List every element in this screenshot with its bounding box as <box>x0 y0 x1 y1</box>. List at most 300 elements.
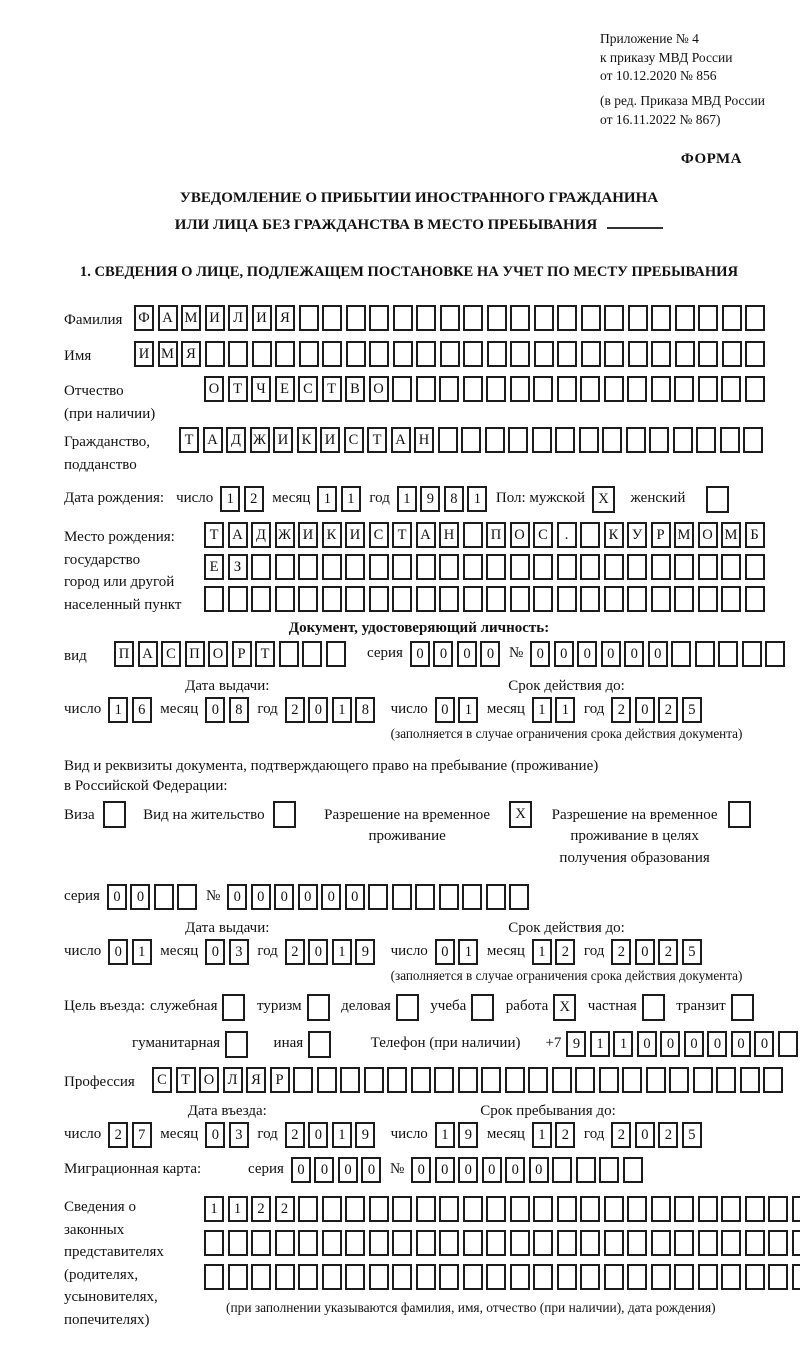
char-cell[interactable] <box>440 341 460 367</box>
char-cell[interactable] <box>745 1196 765 1222</box>
char-cell[interactable]: Н <box>414 427 434 453</box>
char-cell[interactable]: 0 <box>227 884 247 910</box>
char-cell[interactable] <box>486 1264 506 1290</box>
char-cell[interactable] <box>345 1230 365 1256</box>
char-cell[interactable] <box>604 1230 624 1256</box>
char-cell[interactable] <box>317 1067 337 1093</box>
char-cell[interactable] <box>228 341 248 367</box>
char-cell[interactable] <box>604 341 624 367</box>
char-cell[interactable] <box>392 1196 412 1222</box>
char-cell[interactable] <box>369 1196 389 1222</box>
char-cell[interactable] <box>392 376 412 402</box>
char-cell[interactable]: Я <box>275 305 295 331</box>
char-cell[interactable] <box>486 1230 506 1256</box>
char-cell[interactable] <box>651 1264 671 1290</box>
char-cell[interactable] <box>508 427 528 453</box>
char-cell[interactable]: А <box>416 522 436 548</box>
char-cell[interactable]: Я <box>246 1067 266 1093</box>
char-cell[interactable]: 5 <box>682 1122 702 1148</box>
char-cell[interactable]: 8 <box>444 486 464 512</box>
char-cell[interactable] <box>533 1196 553 1222</box>
char-cell[interactable] <box>322 305 342 331</box>
char-cell[interactable]: 3 <box>229 939 249 965</box>
char-cell[interactable]: И <box>320 427 340 453</box>
char-cell[interactable] <box>604 376 624 402</box>
char-cell[interactable]: 2 <box>285 939 305 965</box>
char-cell[interactable]: Л <box>228 305 248 331</box>
char-cell[interactable]: 0 <box>298 884 318 910</box>
char-cell[interactable]: 1 <box>555 697 575 723</box>
char-cell[interactable]: 1 <box>108 697 128 723</box>
char-cell[interactable] <box>463 341 483 367</box>
char-cell[interactable] <box>392 884 412 910</box>
char-cell[interactable] <box>533 586 553 612</box>
char-cell[interactable] <box>580 1264 600 1290</box>
char-cell[interactable]: Т <box>204 522 224 548</box>
char-cell[interactable] <box>416 1196 436 1222</box>
char-cell[interactable]: Ф <box>134 305 154 331</box>
char-cell[interactable]: Н <box>439 522 459 548</box>
char-cell[interactable] <box>580 376 600 402</box>
char-cell[interactable]: Т <box>392 522 412 548</box>
char-cell[interactable] <box>768 1196 788 1222</box>
char-cell[interactable]: 0 <box>205 1122 225 1148</box>
char-cell[interactable] <box>251 554 271 580</box>
char-cell[interactable]: О <box>369 376 389 402</box>
char-cell[interactable]: 1 <box>204 1196 224 1222</box>
char-cell[interactable] <box>505 1067 525 1093</box>
char-cell[interactable]: 6 <box>132 697 152 723</box>
char-cell[interactable] <box>275 554 295 580</box>
char-cell[interactable] <box>675 341 695 367</box>
char-cell[interactable]: Ч <box>251 376 271 402</box>
char-cell[interactable] <box>322 1230 342 1256</box>
char-cell[interactable] <box>485 427 505 453</box>
char-cell[interactable] <box>438 427 458 453</box>
char-cell[interactable] <box>721 1230 741 1256</box>
char-cell[interactable] <box>721 586 741 612</box>
char-cell[interactable] <box>345 1264 365 1290</box>
char-cell[interactable]: И <box>252 305 272 331</box>
char-cell[interactable] <box>510 305 530 331</box>
char-cell[interactable]: 0 <box>361 1157 381 1183</box>
char-cell[interactable]: 2 <box>275 1196 295 1222</box>
char-cell[interactable]: 1 <box>220 486 240 512</box>
char-cell[interactable] <box>604 305 624 331</box>
char-cell[interactable]: Т <box>228 376 248 402</box>
char-cell[interactable] <box>602 427 622 453</box>
char-cell[interactable] <box>275 341 295 367</box>
char-cell[interactable] <box>392 1230 412 1256</box>
char-cell[interactable] <box>279 641 299 667</box>
char-cell[interactable] <box>728 801 751 828</box>
char-cell[interactable] <box>251 586 271 612</box>
char-cell[interactable] <box>369 1264 389 1290</box>
char-cell[interactable]: 1 <box>228 1196 248 1222</box>
char-cell[interactable]: Т <box>255 641 275 667</box>
char-cell[interactable]: 2 <box>658 939 678 965</box>
char-cell[interactable]: 0 <box>707 1031 727 1057</box>
char-cell[interactable]: Е <box>204 554 224 580</box>
char-cell[interactable] <box>346 341 366 367</box>
char-cell[interactable]: 1 <box>317 486 337 512</box>
char-cell[interactable] <box>792 1230 800 1256</box>
char-cell[interactable] <box>439 1264 459 1290</box>
char-cell[interactable] <box>576 1157 596 1183</box>
char-cell[interactable] <box>434 1067 454 1093</box>
char-cell[interactable] <box>693 1067 713 1093</box>
char-cell[interactable]: Р <box>270 1067 290 1093</box>
char-cell[interactable]: 2 <box>244 486 264 512</box>
char-cell[interactable] <box>674 1264 694 1290</box>
char-cell[interactable]: 8 <box>229 697 249 723</box>
char-cell[interactable] <box>557 554 577 580</box>
char-cell[interactable] <box>345 554 365 580</box>
char-cell[interactable] <box>251 1230 271 1256</box>
char-cell[interactable] <box>740 1067 760 1093</box>
char-cell[interactable]: 0 <box>321 884 341 910</box>
char-cell[interactable] <box>675 305 695 331</box>
char-cell[interactable] <box>439 586 459 612</box>
char-cell[interactable] <box>204 1230 224 1256</box>
char-cell[interactable] <box>604 1196 624 1222</box>
char-cell[interactable] <box>416 1264 436 1290</box>
char-cell[interactable] <box>416 341 436 367</box>
char-cell[interactable] <box>604 554 624 580</box>
char-cell[interactable] <box>745 1264 765 1290</box>
char-cell[interactable]: 2 <box>251 1196 271 1222</box>
char-cell[interactable] <box>581 305 601 331</box>
char-cell[interactable] <box>651 1196 671 1222</box>
char-cell[interactable]: 9 <box>458 1122 478 1148</box>
char-cell[interactable] <box>392 554 412 580</box>
char-cell[interactable] <box>486 376 506 402</box>
char-cell[interactable] <box>674 586 694 612</box>
char-cell[interactable]: 1 <box>341 486 361 512</box>
char-cell[interactable] <box>698 305 718 331</box>
char-cell[interactable] <box>471 994 494 1021</box>
char-cell[interactable]: 1 <box>397 486 417 512</box>
char-cell[interactable] <box>580 522 600 548</box>
char-cell[interactable]: 0 <box>480 641 500 667</box>
char-cell[interactable] <box>510 376 530 402</box>
char-cell[interactable]: М <box>721 522 741 548</box>
char-cell[interactable] <box>298 586 318 612</box>
char-cell[interactable] <box>581 341 601 367</box>
char-cell[interactable] <box>674 376 694 402</box>
char-cell[interactable] <box>345 1196 365 1222</box>
char-cell[interactable] <box>627 1196 647 1222</box>
char-cell[interactable] <box>439 554 459 580</box>
char-cell[interactable] <box>651 586 671 612</box>
char-cell[interactable]: 9 <box>355 1122 375 1148</box>
char-cell[interactable] <box>651 1230 671 1256</box>
char-cell[interactable]: Ж <box>275 522 295 548</box>
char-cell[interactable] <box>369 341 389 367</box>
char-cell[interactable] <box>463 305 483 331</box>
char-cell[interactable]: Я <box>181 341 201 367</box>
char-cell[interactable]: 2 <box>611 697 631 723</box>
char-cell[interactable]: 0 <box>338 1157 358 1183</box>
char-cell[interactable]: Д <box>251 522 271 548</box>
char-cell[interactable] <box>299 341 319 367</box>
char-cell[interactable] <box>345 586 365 612</box>
char-cell[interactable] <box>580 586 600 612</box>
char-cell[interactable] <box>487 305 507 331</box>
char-cell[interactable]: А <box>158 305 178 331</box>
char-cell[interactable]: X <box>553 994 576 1021</box>
char-cell[interactable] <box>486 884 506 910</box>
char-cell[interactable] <box>671 641 691 667</box>
char-cell[interactable] <box>463 522 483 548</box>
char-cell[interactable] <box>308 1031 331 1058</box>
char-cell[interactable] <box>533 1264 553 1290</box>
char-cell[interactable] <box>651 554 671 580</box>
char-cell[interactable] <box>557 586 577 612</box>
char-cell[interactable] <box>721 554 741 580</box>
char-cell[interactable]: 9 <box>355 939 375 965</box>
char-cell[interactable]: 1 <box>458 939 478 965</box>
char-cell[interactable] <box>698 376 718 402</box>
char-cell[interactable]: 0 <box>458 1157 478 1183</box>
char-cell[interactable] <box>369 586 389 612</box>
char-cell[interactable]: 0 <box>130 884 150 910</box>
char-cell[interactable] <box>745 554 765 580</box>
char-cell[interactable]: 1 <box>332 1122 352 1148</box>
char-cell[interactable] <box>533 376 553 402</box>
char-cell[interactable]: 0 <box>731 1031 751 1057</box>
char-cell[interactable] <box>646 1067 666 1093</box>
char-cell[interactable] <box>487 341 507 367</box>
char-cell[interactable]: 1 <box>332 697 352 723</box>
char-cell[interactable]: С <box>344 427 364 453</box>
char-cell[interactable]: 5 <box>682 939 702 965</box>
char-cell[interactable]: 5 <box>682 697 702 723</box>
char-cell[interactable]: Т <box>176 1067 196 1093</box>
char-cell[interactable] <box>481 1067 501 1093</box>
char-cell[interactable] <box>557 1230 577 1256</box>
char-cell[interactable]: 0 <box>345 884 365 910</box>
char-cell[interactable] <box>439 884 459 910</box>
char-cell[interactable]: Р <box>232 641 252 667</box>
char-cell[interactable]: 1 <box>532 697 552 723</box>
char-cell[interactable] <box>628 305 648 331</box>
char-cell[interactable]: 2 <box>611 1122 631 1148</box>
char-cell[interactable] <box>580 1230 600 1256</box>
char-cell[interactable] <box>510 554 530 580</box>
char-cell[interactable] <box>510 341 530 367</box>
char-cell[interactable] <box>462 884 482 910</box>
char-cell[interactable] <box>599 1067 619 1093</box>
char-cell[interactable] <box>463 554 483 580</box>
char-cell[interactable] <box>322 1264 342 1290</box>
char-cell[interactable] <box>623 1157 643 1183</box>
char-cell[interactable]: 0 <box>314 1157 334 1183</box>
char-cell[interactable] <box>364 1067 384 1093</box>
char-cell[interactable] <box>463 376 483 402</box>
char-cell[interactable] <box>674 1196 694 1222</box>
char-cell[interactable]: 3 <box>229 1122 249 1148</box>
char-cell[interactable] <box>322 1196 342 1222</box>
char-cell[interactable] <box>651 341 671 367</box>
char-cell[interactable]: . <box>557 522 577 548</box>
char-cell[interactable] <box>745 586 765 612</box>
char-cell[interactable] <box>411 1067 431 1093</box>
char-cell[interactable] <box>368 884 388 910</box>
char-cell[interactable] <box>510 1230 530 1256</box>
char-cell[interactable] <box>651 376 671 402</box>
char-cell[interactable] <box>698 586 718 612</box>
char-cell[interactable] <box>228 586 248 612</box>
char-cell[interactable] <box>393 341 413 367</box>
char-cell[interactable] <box>720 427 740 453</box>
char-cell[interactable] <box>552 1157 572 1183</box>
char-cell[interactable]: К <box>322 522 342 548</box>
char-cell[interactable] <box>628 341 648 367</box>
char-cell[interactable]: И <box>134 341 154 367</box>
char-cell[interactable]: С <box>161 641 181 667</box>
char-cell[interactable]: В <box>345 376 365 402</box>
char-cell[interactable] <box>509 884 529 910</box>
char-cell[interactable]: У <box>627 522 647 548</box>
char-cell[interactable]: Л <box>223 1067 243 1093</box>
char-cell[interactable] <box>204 586 224 612</box>
char-cell[interactable] <box>228 1230 248 1256</box>
char-cell[interactable] <box>298 1196 318 1222</box>
char-cell[interactable] <box>673 427 693 453</box>
char-cell[interactable]: 0 <box>274 884 294 910</box>
char-cell[interactable] <box>792 1196 800 1222</box>
char-cell[interactable]: 2 <box>658 1122 678 1148</box>
char-cell[interactable] <box>533 554 553 580</box>
char-cell[interactable] <box>763 1067 783 1093</box>
char-cell[interactable] <box>415 884 435 910</box>
char-cell[interactable] <box>580 554 600 580</box>
char-cell[interactable] <box>626 427 646 453</box>
char-cell[interactable]: А <box>228 522 248 548</box>
char-cell[interactable] <box>510 1196 530 1222</box>
char-cell[interactable] <box>731 994 754 1021</box>
char-cell[interactable] <box>463 1230 483 1256</box>
char-cell[interactable]: С <box>298 376 318 402</box>
char-cell[interactable] <box>369 1230 389 1256</box>
char-cell[interactable] <box>275 1264 295 1290</box>
char-cell[interactable] <box>369 554 389 580</box>
char-cell[interactable] <box>510 1264 530 1290</box>
char-cell[interactable] <box>416 586 436 612</box>
char-cell[interactable] <box>698 1196 718 1222</box>
char-cell[interactable] <box>557 376 577 402</box>
char-cell[interactable]: Т <box>179 427 199 453</box>
char-cell[interactable]: 9 <box>566 1031 586 1057</box>
char-cell[interactable] <box>534 341 554 367</box>
char-cell[interactable]: 0 <box>410 641 430 667</box>
char-cell[interactable]: 0 <box>505 1157 525 1183</box>
char-cell[interactable] <box>154 884 174 910</box>
char-cell[interactable] <box>275 1230 295 1256</box>
char-cell[interactable]: Ж <box>250 427 270 453</box>
char-cell[interactable] <box>721 376 741 402</box>
char-cell[interactable] <box>486 1196 506 1222</box>
char-cell[interactable] <box>439 1196 459 1222</box>
char-cell[interactable] <box>718 641 738 667</box>
char-cell[interactable]: 0 <box>635 1122 655 1148</box>
char-cell[interactable]: И <box>205 305 225 331</box>
char-cell[interactable] <box>228 1264 248 1290</box>
char-cell[interactable] <box>205 341 225 367</box>
char-cell[interactable]: 1 <box>435 1122 455 1148</box>
char-cell[interactable] <box>416 305 436 331</box>
char-cell[interactable] <box>575 1067 595 1093</box>
char-cell[interactable] <box>463 1264 483 1290</box>
char-cell[interactable] <box>439 1230 459 1256</box>
char-cell[interactable] <box>698 1230 718 1256</box>
char-cell[interactable] <box>765 641 785 667</box>
char-cell[interactable] <box>369 305 389 331</box>
char-cell[interactable] <box>222 994 245 1021</box>
char-cell[interactable]: 0 <box>482 1157 502 1183</box>
char-cell[interactable]: 8 <box>355 697 375 723</box>
char-cell[interactable]: 2 <box>555 1122 575 1148</box>
char-cell[interactable]: 0 <box>635 939 655 965</box>
char-cell[interactable] <box>721 1264 741 1290</box>
char-cell[interactable] <box>745 376 765 402</box>
char-cell[interactable]: 0 <box>435 939 455 965</box>
char-cell[interactable]: 0 <box>108 939 128 965</box>
char-cell[interactable] <box>528 1067 548 1093</box>
char-cell[interactable] <box>792 1264 800 1290</box>
char-cell[interactable]: 0 <box>577 641 597 667</box>
char-cell[interactable]: 2 <box>285 1122 305 1148</box>
char-cell[interactable] <box>322 341 342 367</box>
char-cell[interactable]: 0 <box>530 641 550 667</box>
char-cell[interactable] <box>326 641 346 667</box>
char-cell[interactable]: X <box>592 486 615 513</box>
char-cell[interactable]: 0 <box>251 884 271 910</box>
char-cell[interactable]: 1 <box>532 1122 552 1148</box>
char-cell[interactable]: 0 <box>601 641 621 667</box>
char-cell[interactable] <box>557 1264 577 1290</box>
char-cell[interactable] <box>706 486 729 513</box>
char-cell[interactable]: М <box>674 522 694 548</box>
char-cell[interactable]: Д <box>226 427 246 453</box>
char-cell[interactable] <box>768 1264 788 1290</box>
char-cell[interactable] <box>580 1196 600 1222</box>
char-cell[interactable] <box>416 554 436 580</box>
char-cell[interactable] <box>579 427 599 453</box>
char-cell[interactable] <box>510 586 530 612</box>
char-cell[interactable]: О <box>510 522 530 548</box>
char-cell[interactable]: 0 <box>411 1157 431 1183</box>
char-cell[interactable] <box>698 554 718 580</box>
char-cell[interactable]: А <box>391 427 411 453</box>
char-cell[interactable]: 1 <box>332 939 352 965</box>
char-cell[interactable] <box>627 586 647 612</box>
char-cell[interactable] <box>322 586 342 612</box>
char-cell[interactable]: Т <box>367 427 387 453</box>
char-cell[interactable]: О <box>698 522 718 548</box>
char-cell[interactable]: И <box>273 427 293 453</box>
char-cell[interactable]: 7 <box>132 1122 152 1148</box>
char-cell[interactable]: 0 <box>457 641 477 667</box>
char-cell[interactable]: 0 <box>291 1157 311 1183</box>
char-cell[interactable] <box>532 427 552 453</box>
char-cell[interactable] <box>439 376 459 402</box>
char-cell[interactable] <box>298 1230 318 1256</box>
char-cell[interactable] <box>103 801 126 828</box>
char-cell[interactable] <box>745 1230 765 1256</box>
char-cell[interactable] <box>322 554 342 580</box>
